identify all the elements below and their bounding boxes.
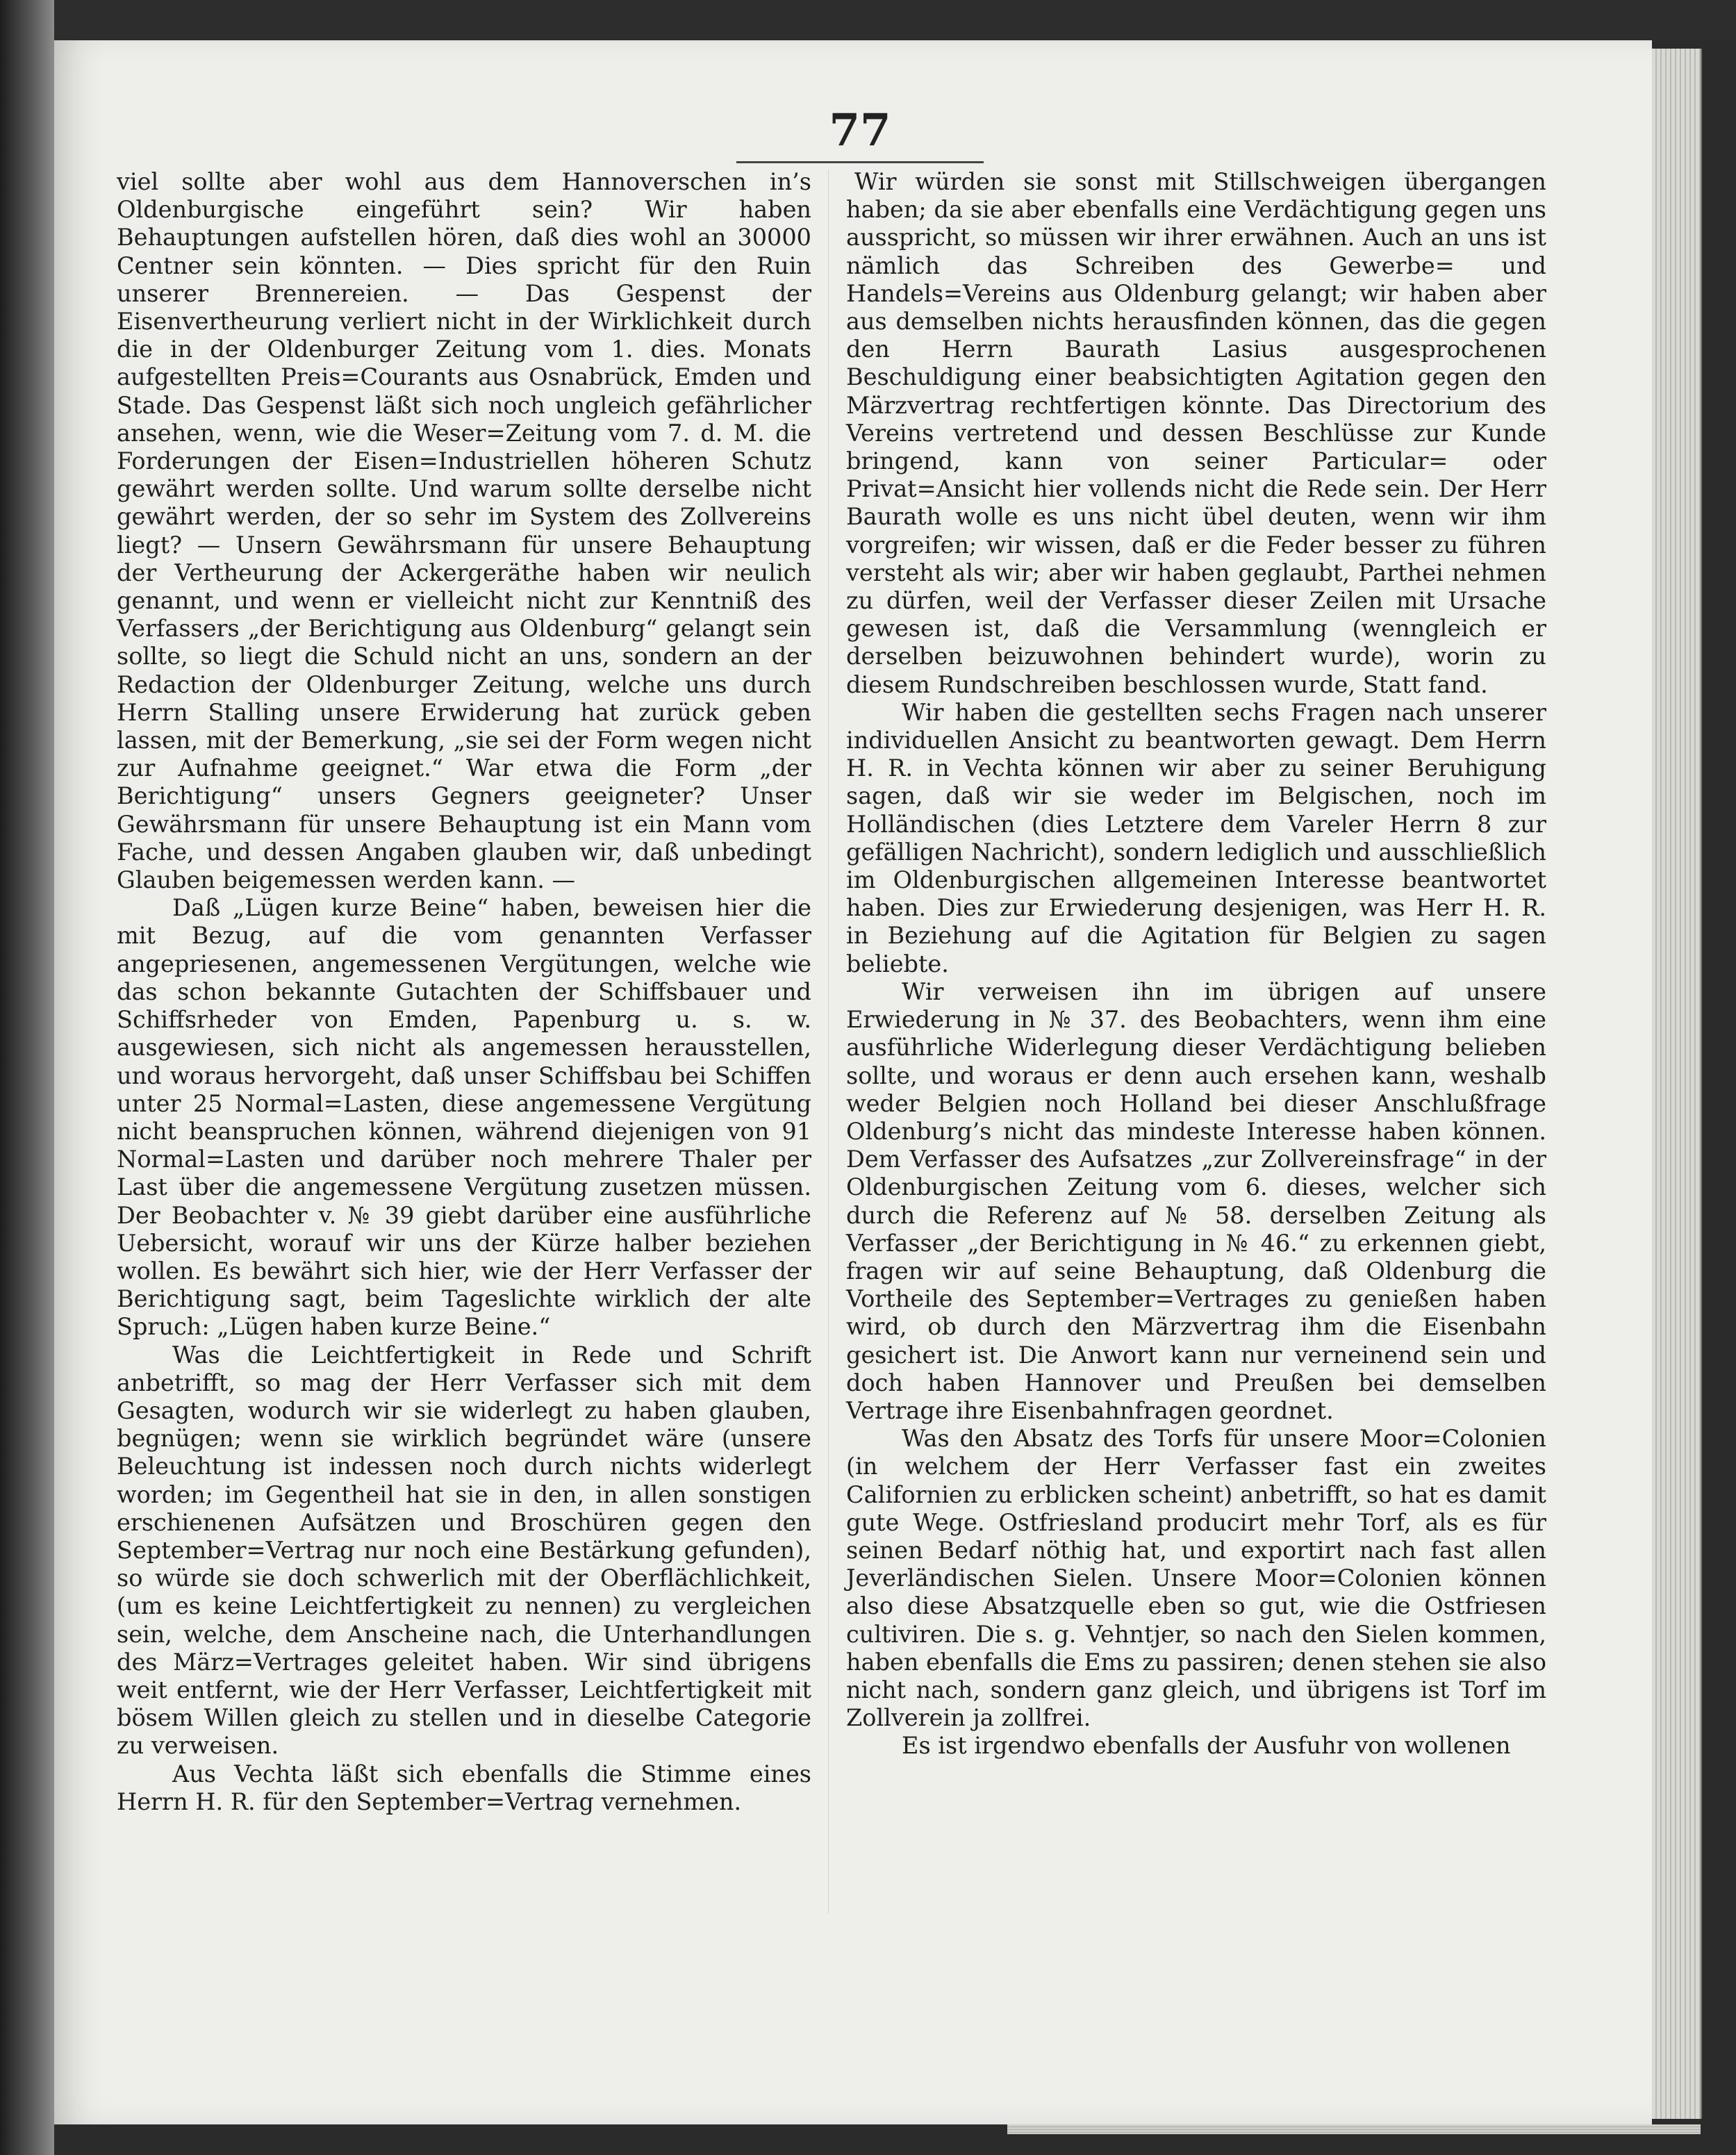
right-paragraph-2: Wir haben die gestellten sechs Fragen nach unserer individuellen Ansicht zu beantworten gewagt. Dem Herrn H. R. in Vechta können wir aber zu seiner Beruhigung sagen, daß wir sie weder im Belgischen, noch im Holländischen (dies Letztere dem Vareler Herrn 8 zur gefälligen Nachricht), sondern lediglich und ausschließlich im Oldenburgischen allgemeinen Interesse beantwortet haben. Dies zur Erwiederung desjenigen, was Herr H. R. in Beziehung auf die Agitation für Belgien zu sagen beliebte. <box>846 698 1546 977</box>
scan-background-top <box>0 0 1736 40</box>
left-paragraph-1: viel sollte aber wohl aus dem Hannoverschen in’s Oldenburgische eingeführt sein? Wir haben Behauptungen aufstellen hören, daß dies wohl an 30000 Centner sein könnten. — Dies spricht für den Ruin unserer Brennereien. — Das Gespenst der Eisenvertheurung verliert nicht in der Wirklichkeit durch die in der Oldenburger Zeitung vom 1. dies. Monats aufgestellten Preis=Courants aus Osnabrück, Emden und Stade. Das Gespenst läßt sich noch ungleich gefährlicher ansehen, wenn, wie die Weser=Zeitung vom 7. d. M. die Forderungen der Eisen=Industriellen höheren Schutz gewährt werden sollte. Und warum sollte derselbe nicht gewährt werden, der so sehr im System des Zollvereins liegt? — Unsern Gewährsmann für unsere Behauptung der Vertheurung der Ackergeräthe haben wir neulich genannt, und wenn er vielleicht nicht zur Kenntniß des Verfassers „der Berichtigung aus Oldenburg“ gelangt sein sollte, so liegt die Schuld nicht an uns, sondern an der Redaction der Oldenburger Zeitung, welche uns durch Herrn Stalling unsere Erwiderung hat zurück geben lassen, mit der Bemerkung, „sie sei der Form wegen nicht zur Aufnahme geeignet.“ War etwa die Form „der Berichtigung“ unsers Gegners geeigneter? Unser Gewährsmann für unsere Behauptung ist ein Mann vom Fache, und dessen Angaben glauben wir, daß unbedingt Glauben beigemessen werden kann. — <box>117 168 811 894</box>
right-paragraph-4: Was den Absatz des Torfs für unsere Moor=Colonien (in welchem der Herr Verfasser fast ein zweites Californien zu erblicken scheint) anbetrifft, so hat es damit gute Wege. Ostfriesland producirt mehr Torf, als es für seinen Bedarf nöthig hat, und exportirt nach fast allen Jeverländischen Sielen. Unsere Moor=Colonien können also diese Absatzquelle eben so gut, wie die Ostfriesen cultiviren. Die s. g. Vehntjer, so nach den Sielen kommen, haben ebenfalls die Ems zu passiren; denen stehen sie also nicht nach, sondern ganz gleich, und übrigens ist Torf im Zollverein ja zollfrei. <box>846 1425 1546 1732</box>
left-paragraph-2: Daß „Lügen kurze Beine“ haben, beweisen hier die mit Bezug, auf die vom genannten Verfasser angepriesenen, angemessenen Vergütungen, welche wie das schon bekannte Gutachten der Schiffsbauer und Schiffsrheder von Emden, Papenburg u. s. w. ausgewiesen, sich nicht als angemessen herausstellen, und woraus hervorgeht, daß unser Schiffsbau bei Schiffen unter 25 Normal=Lasten, diese angemessene Vergütung nicht beanspruchen können, während diejenigen von 91 Normal=Lasten und darüber noch mehrere Thaler per Last über die angemessene Vergütung zusetzen müssen. Der Beobachter v. № 39 giebt darüber eine ausführliche Uebersicht, worauf wir uns der Kürze halber beziehen wollen. Es bewährt sich hier, wie der Herr Verfasser der Berichtigung sagt, beim Tageslichte wirklich der alte Spruch: „Lügen haben kurze Beine.“ <box>117 894 811 1341</box>
book-gutter-shadow <box>0 0 54 2155</box>
page-number: 77 <box>829 104 891 156</box>
page-edges-bottom <box>1007 2124 1701 2134</box>
left-paragraph-3: Was die Leichtfertigkeit in Rede und Schrift anbetrifft, so mag der Herr Verfasser sich mit dem Gesagten, wodurch wir sie widerlegt zu haben glauben, begnügen; wenn sie wirklich begründet wäre (unsere Beleuchtung ist indessen noch durch nichts widerlegt worden; im Gegentheil hat sie in den, in allen sonstigen erschienenen Aufsätzen und Broschüren gegen den September=Vertrag nur noch eine Bestärkung gefunden), so würde sie doch schwerlich mit der Oberflächlichkeit, (um es keine Leichtfertigkeit zu nennen) zu vergleichen sein, welche, dem Anscheine nach, die Unterhandlungen des März=Vertrages geleitet haben. Wir sind übrigens weit entfernt, wie der Herr Verfasser, Leichtfertigkeit mit bösem Willen gleich zu stellen und in dieselbe Categorie zu verweisen. <box>117 1341 811 1760</box>
left-column <box>117 168 811 1816</box>
page-edges-stack <box>1652 49 1702 2119</box>
right-paragraph-5: Es ist irgendwo ebenfalls der Ausfuhr von wollenen <box>902 1732 1511 1760</box>
page-number-rule <box>736 161 984 163</box>
right-column <box>846 168 1546 1760</box>
right-paragraph-1: Wir würden sie sonst mit Stillschweigen übergangen haben; da sie aber ebenfalls eine Verdächtigung gegen uns ausspricht, so müssen wir ihrer erwähnen. Auch an uns ist nämlich das Schreiben des Gewerbe= und Handels=Vereins aus Oldenburg gelangt; wir haben aber aus demselben nichts herausfinden können, das die gegen den Herrn Baurath Lasius ausgesprochenen Beschuldigung einer beabsichtigten Agitation gegen den Märzvertrag rechtfertigen könnte. Das Directorium des Vereins vertretend und dessen Beschlüsse zur Kunde bringend, kann von seiner Particular= oder Privat=Ansicht hier vollends nicht die Rede sein. Der Herr Baurath wolle es uns nicht übel deuten, wenn wir ihm vorgreifen; wir wissen, daß er die Feder besser zu führen versteht als wir; aber wir haben geglaubt, Parthei nehmen zu dürfen, weil der Verfasser dieser Zeilen mit Ursache gewesen ist, daß die Versammlung (wenngleich er derselben beizuwohnen behindert wurde), worin zu diesem Rundschreiben beschlossen wurde, Statt fand. <box>846 168 1546 698</box>
left-paragraph-4: Aus Vechta läßt sich ebenfalls die Stimme eines Herrn H. R. für den September=Vertrag vernehmen. <box>117 1760 811 1815</box>
column-divider <box>828 170 829 1913</box>
right-paragraph-3: Wir verweisen ihn im übrigen auf unsere Erwiederung in № 37. des Beobachters, wenn ihm eine ausführliche Widerlegung dieser Verdächtigung belieben sollte, und woraus er denn auch ersehen kann, weshalb weder Belgien noch Holland bei dieser Anschlußfrage Oldenburg’s nicht das mindeste Interesse haben können. Dem Verfasser des Aufsatzes „zur Zollvereinsfrage“ in der Oldenburgischen Zeitung vom 6. dieses, welcher sich durch die Referenz auf № 58. derselben Zeitung als Verfasser „der Berichtigung in № 46.“ zu erkennen giebt, fragen wir auf seine Behauptung, daß Oldenburg die Vortheile des September=Vertrages zu genießen haben wird, ob durch den Märzvertrag ihm die Eisenbahn gesichert ist. Die Anwort kann nur verneinend sein und doch haben Hannover und Preußen bei demselben Vertrage ihre Eisenbahnfragen geordnet. <box>846 977 1546 1424</box>
